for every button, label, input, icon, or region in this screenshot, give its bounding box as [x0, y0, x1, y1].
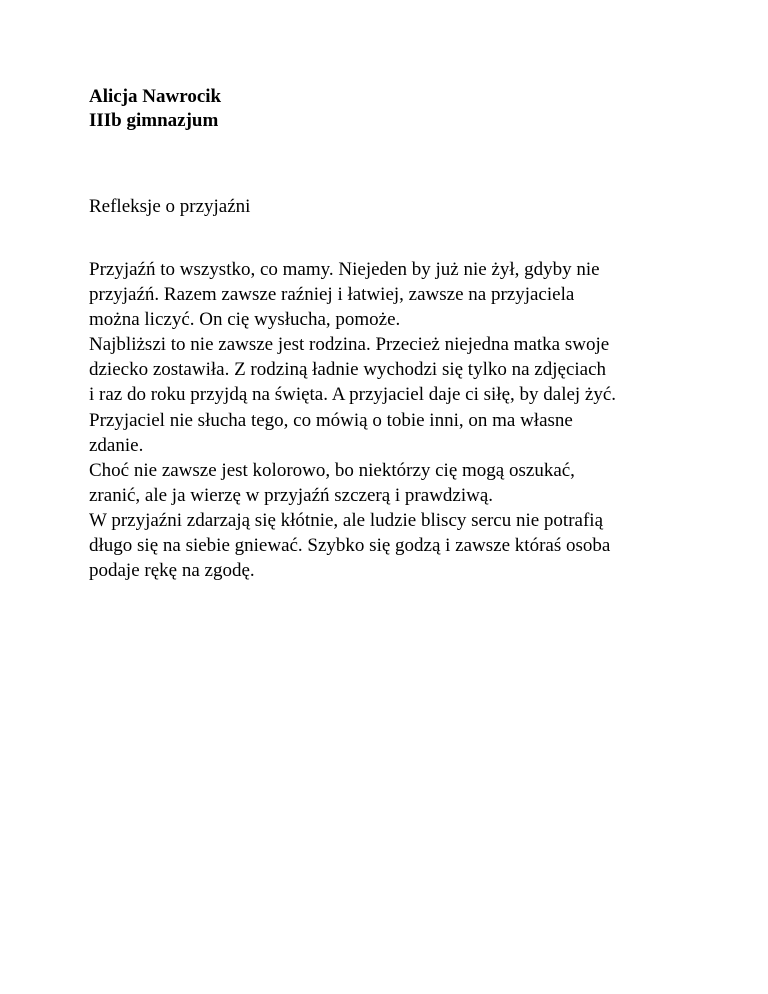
essay-line: przyjaźń. Razem zawsze raźniej i łatwiej, zawsze na przyjaciela [89, 284, 575, 306]
essay-line: Najbliższi to nie zawsze jest rodzina. Przecież niejedna matka swoje [89, 334, 610, 356]
essay-line: Przyjaźń to wszystko, co mamy. Niejeden by już nie żył, gdyby nie [89, 259, 600, 280]
author-block [89, 85, 221, 133]
essay-line: zdanie. [89, 434, 144, 456]
document-title: Refleksje o przyjaźni [89, 196, 251, 217]
essay-line: Choć nie zawsze jest kolorowo, bo niektórzy cię mogą oszukać, [89, 459, 575, 481]
essay-line: dziecko zostawiła. Z rodziną ładnie wychodzi się tylko na zdjęciach [89, 359, 607, 381]
essay-line: podaje rękę na zgodę. [89, 560, 255, 582]
essay-body [89, 257, 689, 583]
essay-line: Przyjaciel nie słucha tego, co mówią o tobie inni, on ma własne [89, 409, 573, 431]
essay-line: zranić, ale ja wierzę w przyjaźń szczerą i prawdziwą. [89, 484, 494, 506]
essay-line: można liczyć. On cię wysłucha, pomoże. [89, 309, 401, 331]
class-info: IIIb gimnazjum [89, 110, 219, 131]
essay-line: długo się na siebie gniewać. Szybko się godzą i zawsze któraś osoba [89, 535, 611, 557]
essay-line: W przyjaźni zdarzają się kłótnie, ale ludzie bliscy sercu nie potrafią [89, 509, 604, 531]
essay-line: i raz do roku przyjdą na święta. A przyjaciel daje ci siłę, by dalej żyć. [89, 384, 617, 406]
author-name: Alicja Nawrocik [89, 86, 222, 107]
